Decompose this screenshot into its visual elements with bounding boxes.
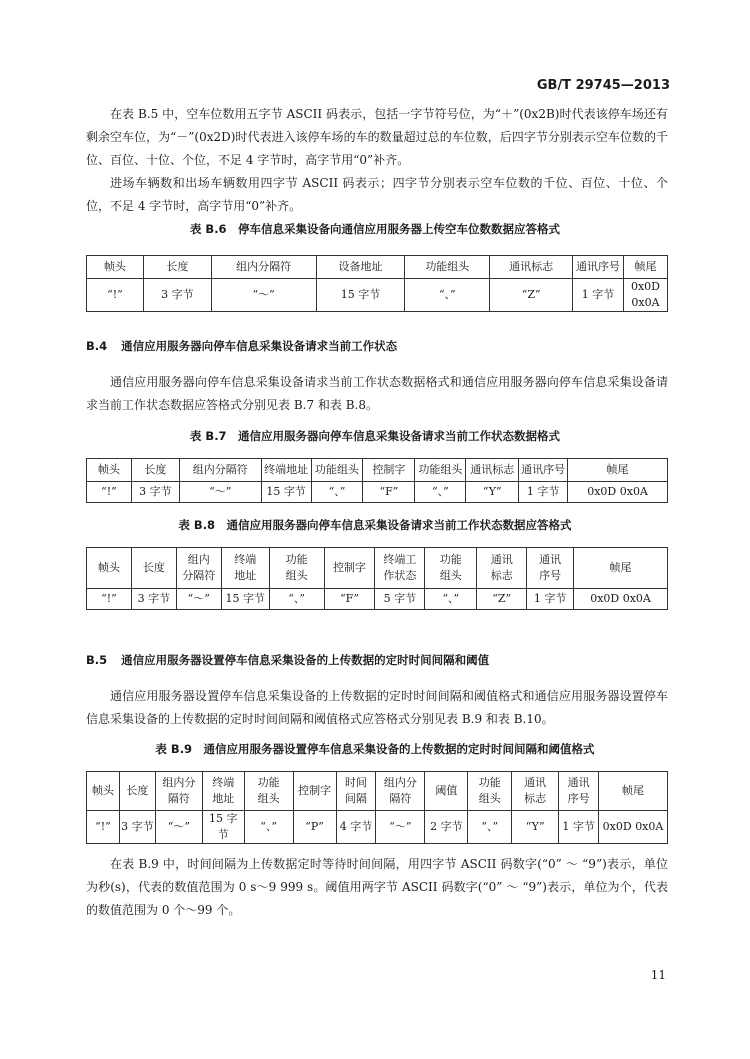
table-cell: “、” — [425, 589, 477, 610]
table-row — [87, 811, 668, 844]
header-cell — [244, 772, 293, 811]
header-cell-line: 隔符 — [167, 792, 190, 805]
header-cell-line: 终端工 — [383, 553, 417, 566]
header-cell-line: 时间 — [345, 776, 367, 789]
table-cell: “～” — [211, 279, 316, 312]
paragraph-b5-note: 在表 B.5 中，空车位数用五字节 ASCII 码表示，包括一字节符号位，为“＋”(0x2B)时代表该停车场还有剩余空车位，为“－”(0x2D)时代表进入该停车场的车的数量超过总的车位数，后四字节分别表示空车位数的千位、百位、十位、个位，不足 4 字节时，高字节用“0”补齐。 — [86, 107, 668, 167]
table-cell: “～” — [176, 589, 221, 610]
table-b6-caption: 表 B.6 停车信息采集设备向通信应用服务器上传空车位数数据应答格式 — [189, 222, 561, 236]
paragraph-b4: 通信应用服务器向停车信息采集设备请求当前工作状态数据格式和通信应用服务器向停车信息采集设备请求当前工作状态数据应答格式分别见表 B.7 和表 B.8。 — [86, 375, 668, 412]
header-cell — [324, 548, 375, 589]
header-cell — [221, 548, 269, 589]
header-cell-line: 终端 — [212, 776, 235, 789]
header-cell — [269, 548, 324, 589]
header-cell: 设备地址 — [316, 256, 405, 279]
table-header-row — [87, 548, 668, 589]
section-number: B.5 — [86, 653, 108, 667]
table-b7-caption: 表 B.7 通信应用服务器向停车信息采集设备请求当前工作状态数据格式 — [189, 429, 561, 443]
header-cell-line: 地址 — [212, 792, 235, 805]
table-cell: “Y” — [466, 482, 519, 503]
section-number: B.4 — [86, 339, 108, 353]
header-cell-line: 间隔 — [345, 792, 367, 805]
table-cell: “F” — [363, 482, 415, 503]
header-cell-line: 隔符 — [389, 792, 412, 805]
table-b7 — [86, 458, 668, 503]
table-cell: “、” — [244, 811, 293, 844]
header-cell — [375, 548, 425, 589]
header-cell — [599, 772, 668, 811]
header-cell-line: 组头 — [285, 569, 308, 582]
header-cell — [87, 772, 120, 811]
table-b9-caption: 表 B.9 通信应用服务器设置停车信息采集设备的上传数据的定时时间间隔和阈值格式 — [155, 742, 595, 756]
header-cell: 组内分隔符 — [211, 256, 316, 279]
header-cell-line: 作状态 — [383, 569, 417, 582]
table-cell: 1 字节 — [519, 482, 568, 503]
header-cell — [512, 772, 559, 811]
header-cell-line: 长度 — [142, 561, 165, 574]
table-b6 — [86, 255, 668, 312]
table-cell: “～” — [155, 811, 202, 844]
table-cell: “、” — [415, 482, 466, 503]
table-b8-caption: 表 B.8 通信应用服务器向停车信息采集设备请求当前工作状态数据应答格式 — [178, 518, 572, 532]
header-cell-line: 序号 — [567, 792, 590, 805]
header-cell-line: 序号 — [539, 569, 562, 582]
section-title: 通信应用服务器向停车信息采集设备请求当前工作状态 — [121, 339, 398, 353]
header-cell: 组内分隔符 — [179, 459, 261, 482]
header-cell: 长度 — [131, 459, 179, 482]
table-cell: 15 字节 — [221, 589, 269, 610]
table-header-row — [87, 772, 668, 811]
table-cell: “F” — [324, 589, 375, 610]
header-cell-line: 组头 — [257, 792, 280, 805]
header-cell-line: 长度 — [126, 784, 149, 797]
header-cell: 控制字 — [363, 459, 415, 482]
header-cell: 功能组头 — [405, 256, 490, 279]
section-title: 通信应用服务器设置停车信息采集设备的上传数据的定时时间间隔和阈值 — [121, 653, 490, 667]
header-cell-line: 通讯 — [490, 553, 513, 566]
header-cell-line: 帧尾 — [609, 561, 632, 574]
table-cell: 3 字节 — [143, 279, 211, 312]
table-b9 — [86, 771, 668, 844]
header-cell — [376, 772, 425, 811]
table-b8 — [86, 547, 668, 610]
header-cell — [527, 548, 574, 589]
header-cell-line: 功能 — [439, 553, 462, 566]
header-cell-line: 组内分 — [383, 776, 417, 789]
header-cell — [293, 772, 336, 811]
header-cell-line: 功能 — [285, 553, 308, 566]
header-cell: 功能组头 — [311, 459, 363, 482]
table-cell: 2 字节 — [425, 811, 468, 844]
table-cell: 1 字节 — [527, 589, 574, 610]
table-cell: “!” — [87, 589, 132, 610]
header-cell-line: 通讯 — [539, 553, 562, 566]
header-cell-line: 分隔符 — [182, 569, 216, 582]
standard-number: GB/T 29745—2013 — [536, 78, 670, 93]
header-cell-line: 功能 — [257, 776, 280, 789]
header-cell-line: 组内 — [187, 553, 210, 566]
table-cell: “!” — [87, 279, 144, 312]
table-cell: “、” — [269, 589, 324, 610]
table-cell: “、” — [405, 279, 490, 312]
header-cell-line: 帧尾 — [622, 784, 645, 797]
header-cell-line: 组头 — [439, 569, 462, 582]
table-cell: 4 字节 — [336, 811, 376, 844]
table-cell: 1 字节 — [559, 811, 599, 844]
table-cell: 0x0D 0x0A — [599, 811, 668, 844]
table-cell: 1 字节 — [573, 279, 624, 312]
paragraph-b9-note: 在表 B.9 中，时间间隔为上传数据定时等待时间间隔，用四字节 ASCII 码数字(“0” ～ “9”)表示，单位为秒(s)，代表的数值范围为 0 s～9 999 s。阈值用两字节 ASCII 码数字(“0” ～ “9”)表示，单位为个，代表的数值范围为 0 个～99 个。 — [86, 857, 668, 917]
table-cell: “Z” — [477, 589, 527, 610]
table-cell: “P” — [293, 811, 336, 844]
header-cell — [477, 548, 527, 589]
header-cell-line: 阈值 — [435, 784, 458, 797]
header-cell — [87, 548, 132, 589]
header-cell-line: 帧头 — [97, 561, 120, 574]
table-cell: “、” — [311, 482, 363, 503]
header-cell-line: 终端 — [234, 553, 257, 566]
page-number: 11 — [650, 968, 666, 982]
table-cell: 15 字节 — [261, 482, 311, 503]
table-header-row — [87, 459, 668, 482]
header-cell — [559, 772, 599, 811]
header-cell-line: 控制字 — [298, 784, 332, 797]
header-cell: 通讯标志 — [490, 256, 573, 279]
table-cell: “Z” — [490, 279, 573, 312]
table-cell: 5 字节 — [375, 589, 425, 610]
table-row — [87, 279, 668, 312]
table-cell: “～” — [179, 482, 261, 503]
header-cell — [468, 772, 512, 811]
section-heading-b4 — [86, 338, 411, 354]
table-row — [87, 482, 668, 503]
header-cell-line: 标志 — [524, 792, 547, 805]
header-cell-line: 通讯 — [567, 776, 590, 789]
table-cell: “!” — [87, 811, 120, 844]
header-cell — [574, 548, 668, 589]
table-header-row — [87, 256, 668, 279]
section-heading-b5 — [86, 652, 503, 668]
table-cell: 15 字节 — [316, 279, 405, 312]
table-cell: 0x0D 0x0A — [574, 589, 668, 610]
header-cell: 通讯序号 — [573, 256, 624, 279]
paragraph-b5: 通信应用服务器设置停车信息采集设备的上传数据的定时时间间隔和阈值格式和通信应用服务器设置停车信息采集设备的上传数据的定时时间间隔和阈值格式应答格式分别见表 B.9 和表 B.10。 — [86, 689, 668, 726]
header-cell — [425, 772, 468, 811]
header-cell: 帧尾 — [623, 256, 667, 279]
header-cell-line: 组头 — [478, 792, 501, 805]
table-row — [87, 589, 668, 610]
header-cell — [155, 772, 202, 811]
header-cell-line: 组内分 — [162, 776, 196, 789]
header-cell-line: 帧头 — [91, 784, 114, 797]
table-cell: 3 字节 — [119, 811, 155, 844]
table-cell: “Y” — [512, 811, 559, 844]
header-cell: 功能组头 — [415, 459, 466, 482]
table-cell: 0x0D 0x0A — [623, 279, 667, 312]
header-cell: 帧尾 — [568, 459, 668, 482]
header-cell — [131, 548, 176, 589]
header-cell — [425, 548, 477, 589]
header-cell: 通讯标志 — [466, 459, 519, 482]
table-cell: 0x0D 0x0A — [568, 482, 668, 503]
table-cell: “!” — [87, 482, 132, 503]
header-cell-line: 控制字 — [333, 561, 367, 574]
table-cell: 3 字节 — [131, 589, 176, 610]
header-cell — [202, 772, 244, 811]
header-cell: 帧头 — [87, 256, 144, 279]
header-cell: 终端地址 — [261, 459, 311, 482]
header-cell: 帧头 — [87, 459, 132, 482]
paragraph-vehicle-count: 进场车辆数和出场车辆数用四字节 ASCII 码表示；四字节分别表示空车位数的千位、百位、十位、个位，不足 4 字节时，高字节用“0”补齐。 — [86, 176, 668, 213]
header-cell: 长度 — [143, 256, 211, 279]
table-cell: “、” — [468, 811, 512, 844]
header-cell — [176, 548, 221, 589]
header-cell-line: 标志 — [490, 569, 513, 582]
header-cell — [119, 772, 155, 811]
table-cell: 15 字节 — [202, 811, 244, 844]
table-cell: “～” — [376, 811, 425, 844]
header-cell — [336, 772, 376, 811]
header-cell-line: 通讯 — [524, 776, 547, 789]
header-cell-line: 功能 — [478, 776, 501, 789]
table-cell: 3 字节 — [131, 482, 179, 503]
header-cell-line: 地址 — [234, 569, 257, 582]
header-cell: 通讯序号 — [519, 459, 568, 482]
